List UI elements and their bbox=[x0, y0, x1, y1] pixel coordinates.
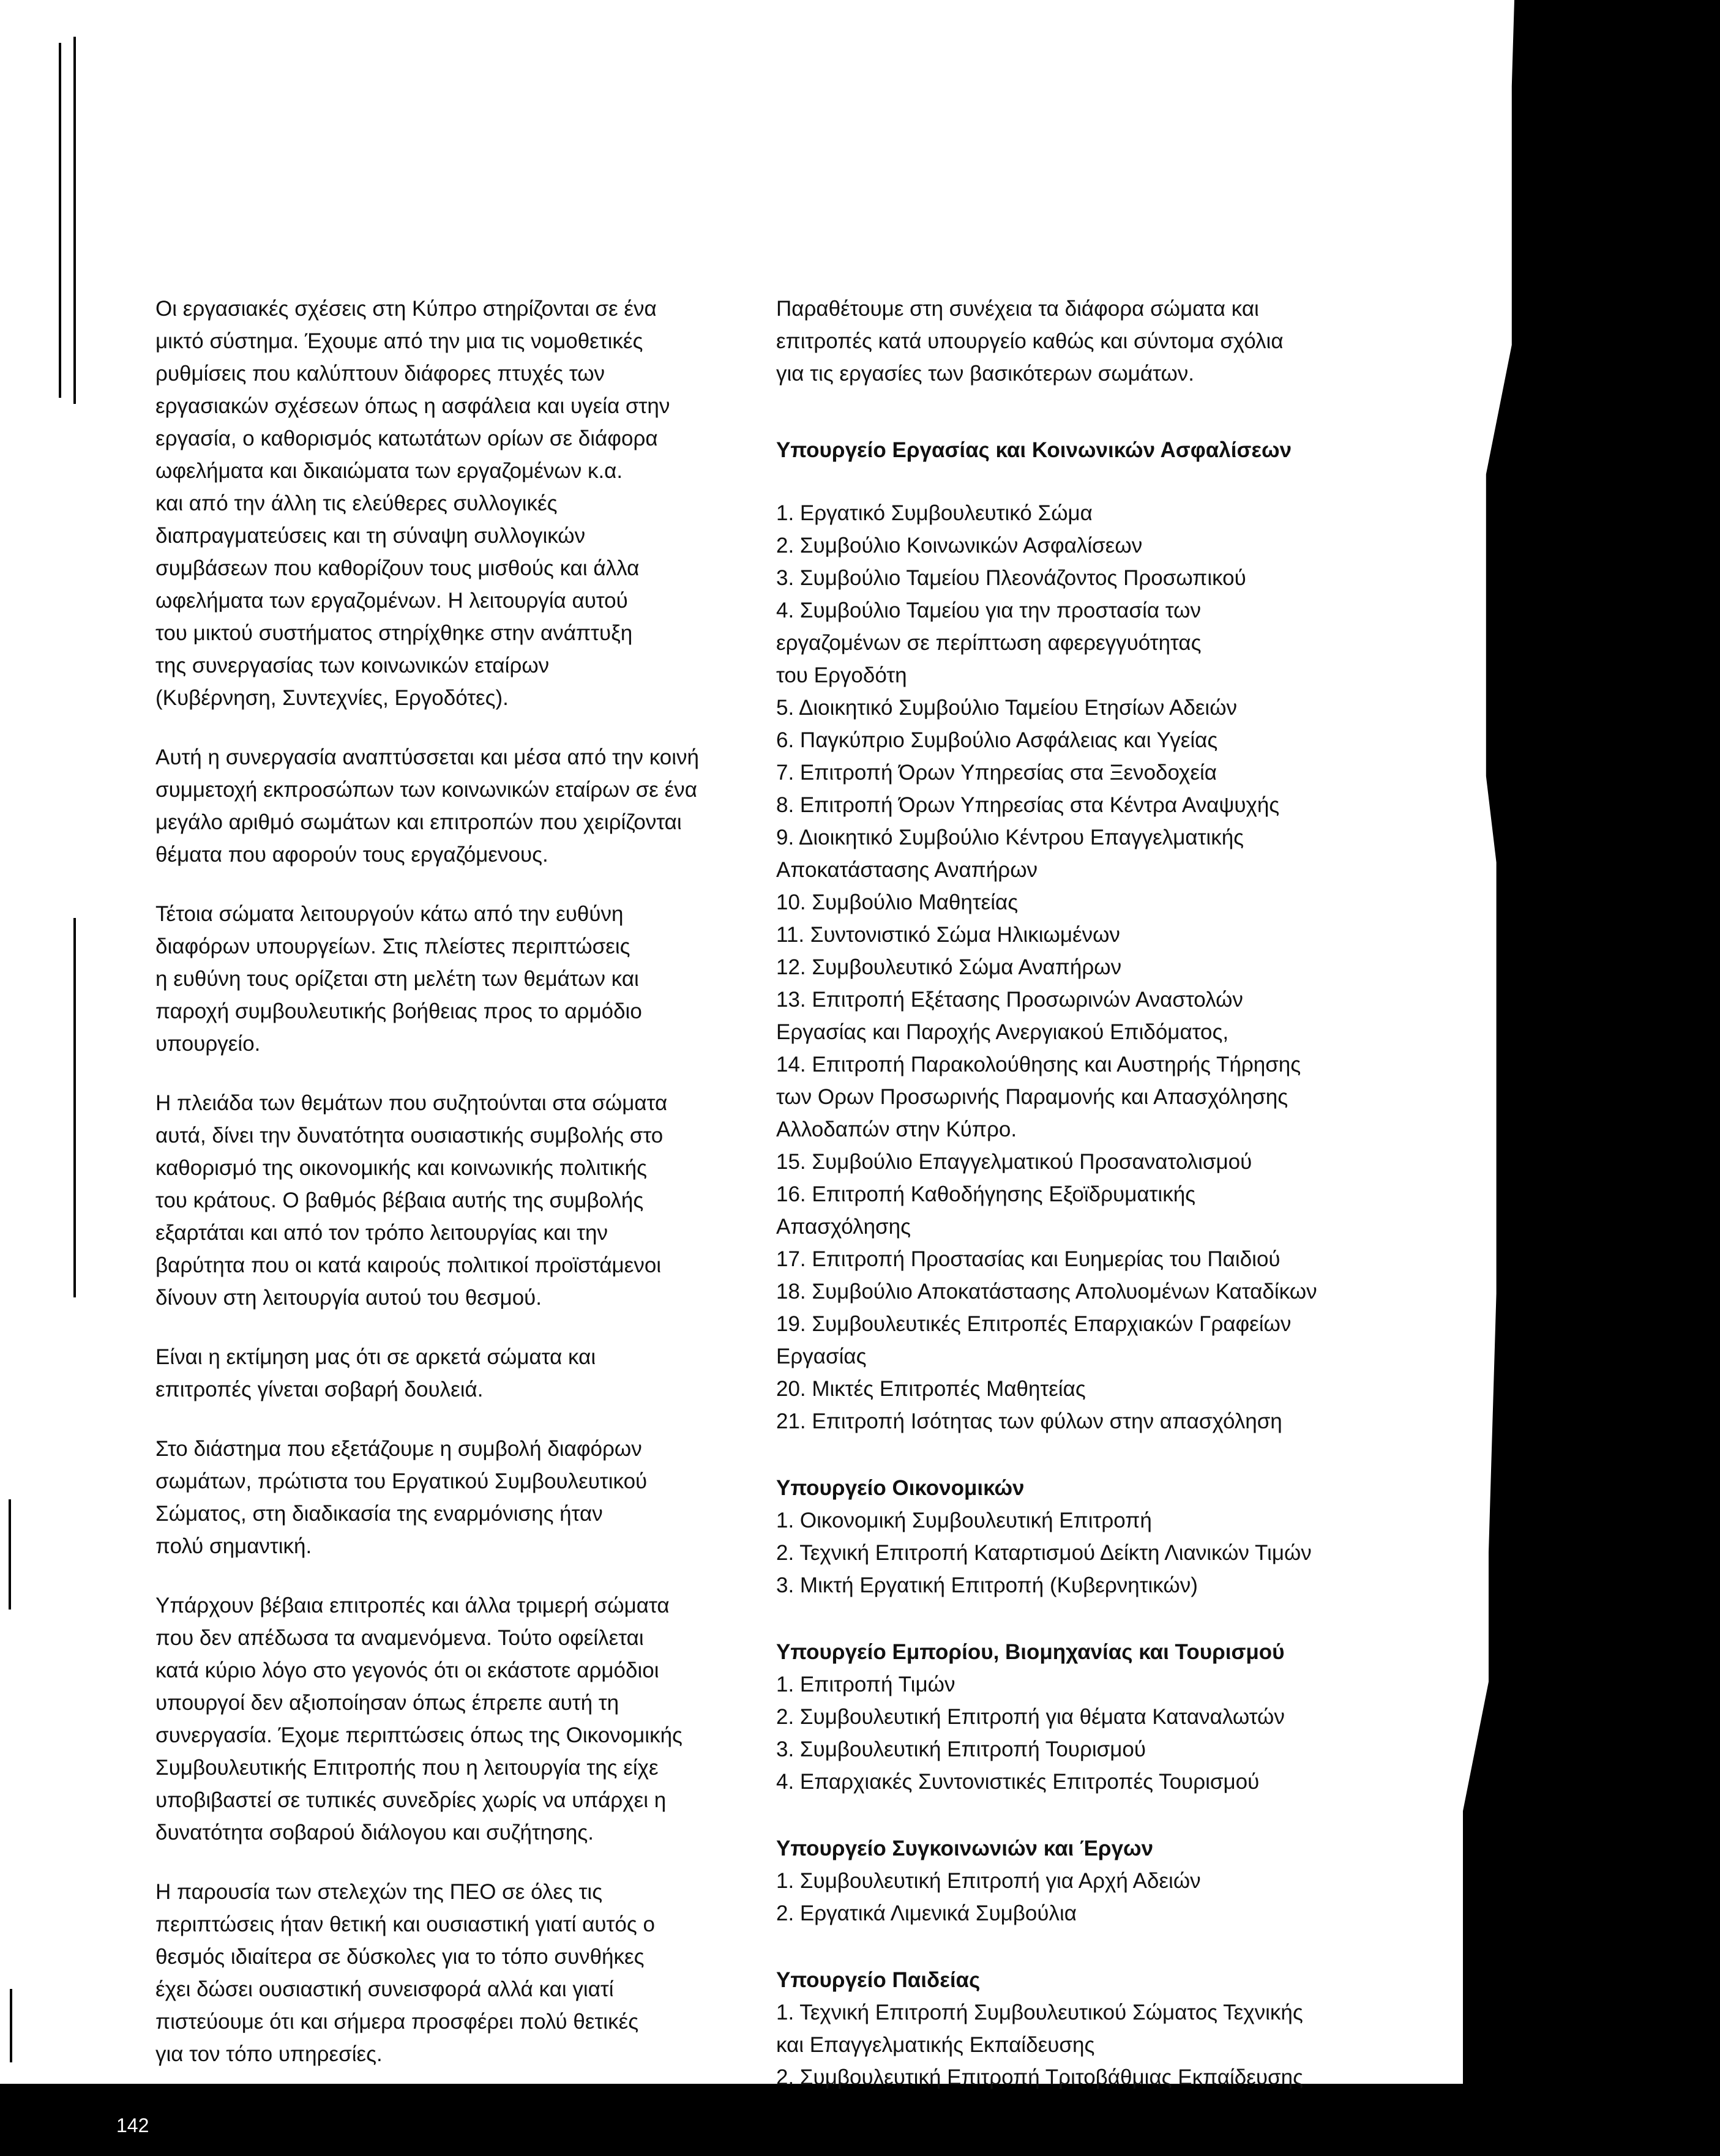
paragraph: Είναι η εκτίμηση μας ότι σε αρκετά σώματα και επιτροπές γίνεται σοβαρή δουλειά. bbox=[155, 1345, 596, 1401]
list-item: 1. Οικονομική Συμβουλευτική Επιτροπή bbox=[776, 1509, 1152, 1532]
list-item: 20. Μικτές Επιτροπές Μαθητείας bbox=[776, 1377, 1086, 1401]
intro-paragraph: Παραθέτουμε στη συνέχεια τα διάφορα σώματα και επιτροπές κατά υπουργείο καθώς και σύντομα σχόλια για τις εργασίες των βασικότερων σωμάτων. bbox=[776, 297, 1284, 386]
list-item: 8. Επιτροπή Όρων Υπηρεσίας στα Κέντρα Αναψυχής bbox=[776, 793, 1280, 817]
paragraph: Οι εργασιακές σχέσεις στη Κύπρο στηρίζονται σε ένα μικτό σύστημα. Έχουμε από την μια τις νομοθετικές ρυθμίσεις που καλύπτουν διάφορες πτυχές των εργασιακών σχέσεων όπως η ασφάλεια και υγεία στην εργασία, ο καθορισμός κατωτάτων ορίων σε διάφορα ωφελήματα και δικαιώματα των εργαζομένων κ.α. και από την άλλη τις ελεύθερες συλλογικές διαπραγματεύσεις και τη σύναψη συλλογικών συμβάσεων που καθορίζουν τους μισθούς και άλλα ωφελήματα των εργαζομένων. Η λειτουργία αυτού του μικτού συστήματος στηρίχθηκε στην ανάπτυξη της συνεργασίας των κοινωνικών εταίρων (Κυβέρνηση, Συντεχνίες, Εργοδότες). bbox=[155, 297, 670, 710]
paragraph: Στο διάστημα που εξετάζουμε η συμβολή διαφόρων σωμάτων, πρώτιστα του Εργατικού Συμβουλευτικού Σώματος, στη διαδικασία της εναρμόνισης ήταν πολύ σημαντική. bbox=[155, 1437, 648, 1558]
list-item: 4. Επαρχιακές Συντονιστικές Επιτροπές Τουρισμού bbox=[776, 1770, 1260, 1794]
paragraph: Τέτοια σώματα λειτουργούν κάτω από την ευθύνη διαφόρων υπουργείων. Στις πλείστες περιπτώσεις η ευθύνη τους ορίζεται στη μελέτη των θεμάτων και παροχή συμβουλευτικής βοήθειας προς το αρμόδιο υπουργείο. bbox=[155, 902, 642, 1056]
page-number: 142 bbox=[116, 2114, 149, 2136]
list-item: 12. Συμβουλευτικό Σώμα Αναπήρων bbox=[776, 955, 1122, 979]
list-item: 1. Επιτροπή Τιμών bbox=[776, 1673, 955, 1696]
list-item: 7. Επιτροπή Όρων Υπηρεσίας στα Ξενοδοχεία bbox=[776, 761, 1217, 785]
list-item: 1. Τεχνική Επιτροπή Συμβουλευτικού Σώματος Τεχνικής και Επαγγελματικής Εκπαίδευσης bbox=[776, 2001, 1303, 2057]
binding-line bbox=[73, 918, 76, 1297]
binding-line bbox=[10, 1989, 12, 2062]
ministry-finance-heading: Υπουργείο Οικονομικών bbox=[776, 1476, 1025, 1500]
list-item: 2. Συμβουλευτική Επιτροπή Τριτοβάθμιας Εκπαίδευσης bbox=[776, 2065, 1303, 2089]
list-item: 2. Εργατικά Λιμενικά Συμβούλια bbox=[776, 1901, 1077, 1925]
list-item: 10. Συμβούλιο Μαθητείας bbox=[776, 890, 1019, 914]
ministry-labour-heading: Υπουργείο Εργασίας και Κοινωνικών Ασφαλίσεων bbox=[776, 438, 1292, 462]
scan-black-edge bbox=[1463, 0, 1720, 2156]
ministry-transport-heading: Υπουργείο Συγκοινωνιών και Έργων bbox=[776, 1837, 1154, 1860]
left-column bbox=[155, 293, 706, 2097]
paragraph: Αυτή η συνεργασία αναπτύσσεται και μέσα από την κοινή συμμετοχή εκπροσώπων των κοινωνικών εταίρων σε ένα μεγάλο αριθμό σωμάτων και επιτροπών που χειρίζονται θέματα που αφορούν τους εργαζόμενους. bbox=[155, 745, 699, 867]
list-item: 2. Τεχνική Επιτροπή Καταρτισμού Δείκτη Λιανικών Τιμών bbox=[776, 1541, 1312, 1565]
list-item: 18. Συμβούλιο Αποκατάστασης Απολυομένων Καταδίκων bbox=[776, 1280, 1317, 1304]
paragraph: Η πλειάδα των θεμάτων που συζητούνται στα σώματα αυτά, δίνει την δυνατότητα ουσιαστικής συμβολής στο καθορισμό της οικονομικής και κοινωνικής πολιτικής του κράτους. Ο βαθμός βέβαια αυτής της συμβολής εξαρτάται και από τον τρόπο λειτουργίας και την βαρύτητα που οι κατά καιρούς πολιτικοί προϊστάμενοι δίνουν στη λειτουργία αυτού του θεσμού. bbox=[155, 1091, 668, 1310]
list-item: 19. Συμβουλευτικές Επιτροπές Επαρχιακών Γραφείων Εργασίας bbox=[776, 1312, 1292, 1368]
list-item: 21. Επιτροπή Ισότητας των φύλων στην απασχόληση bbox=[776, 1409, 1282, 1433]
paragraph: Η παρουσία των στελεχών της ΠΕΟ σε όλες τις περιπτώσεις ήταν θετική και ουσιαστική γιατί αυτός ο θεσμός ιδιαίτερα σε δύσκολες για το τόπο συνθήκες έχει δώσει ουσιαστική συνεισφορά αλλά και γιατί πιστεύουμε ότι και σήμερα προσφέρει πολύ θετικές για τον τόπο υπηρεσίες. bbox=[155, 1880, 655, 2066]
ministry-education-heading: Υπουργείο Παιδείας bbox=[776, 1968, 981, 1992]
list-item: 5. Διοικητικό Συμβούλιο Ταμείου Ετησίων Αδειών bbox=[776, 696, 1238, 720]
list-item: 11. Συντονιστικό Σώμα Ηλικιωμένων bbox=[776, 923, 1120, 947]
list-item: 13. Επιτροπή Εξέτασης Προσωρινών Αναστολών Εργασίας και Παροχής Ανεργιακού Επιδόματος, bbox=[776, 988, 1243, 1044]
list-item: 3. Συμβουλευτική Επιτροπή Τουρισμού bbox=[776, 1737, 1146, 1761]
ministry-commerce-list bbox=[776, 1668, 1391, 1798]
list-item: 6. Παγκύπριο Συμβούλιο Ασφάλειας και Υγείας bbox=[776, 728, 1218, 752]
paragraph: Υπάρχουν βέβαια επιτροπές και άλλα τριμερή σώματα που δεν απέδωσα τα αναμενόμενα. Τούτο οφείλεται κατά κύριο λόγο στο γεγονός ότι οι εκάστοτε αρμόδιοι υπουργοί δεν αξιοποίησαν όπως έπρεπε αυτή τη συνεργασία. Έχομε περιπτώσεις όπως της Οικονομικής Συμβουλευτικής Επιτροπής που η λειτουργία της είχε υποβιβαστεί σε τυπικές συνεδρίες χωρίς να υπάρχει η δυνατότητα σοβαρού διάλογου και συζήτησης. bbox=[155, 1594, 682, 1845]
binding-line bbox=[73, 37, 76, 404]
binding-line bbox=[9, 1499, 11, 1610]
list-item: 1. Συμβουλευτική Επιτροπή για Αρχή Αδειών bbox=[776, 1869, 1201, 1893]
list-item: 2. Συμβουλευτική Επιτροπή για θέματα Καταναλωτών bbox=[776, 1705, 1285, 1729]
right-column bbox=[776, 293, 1391, 2094]
list-item: 16. Επιτροπή Καθοδήγησης Εξοϊδρυματικής Απασχόλησης bbox=[776, 1182, 1196, 1239]
list-item: 2. Συμβούλιο Κοινωνικών Ασφαλίσεων bbox=[776, 534, 1143, 558]
list-item: 17. Επιτροπή Προστασίας και Ευημερίας του Παιδιού bbox=[776, 1247, 1281, 1271]
list-item: 1. Εργατικό Συμβουλευτικό Σώμα bbox=[776, 501, 1093, 525]
list-item: 3. Συμβούλιο Ταμείου Πλεονάζοντος Προσωπικού bbox=[776, 566, 1246, 590]
ministry-education-list bbox=[776, 1996, 1391, 2094]
list-item: 9. Διοικητικό Συμβούλιο Κέντρου Επαγγελματικής Αποκατάστασης Αναπήρων bbox=[776, 826, 1244, 882]
ministry-transport-list bbox=[776, 1865, 1391, 1930]
binding-line bbox=[59, 43, 61, 398]
list-item: 15. Συμβούλιο Επαγγελματικού Προσανατολισμού bbox=[776, 1150, 1252, 1174]
list-item: 14. Επιτροπή Παρακολούθησης και Αυστηρής Τήρησης των Ορων Προσωρινής Παραμονής και Απασχόλησης Αλλοδαπών στην Κύπρο. bbox=[776, 1053, 1301, 1141]
ministry-finance-list bbox=[776, 1504, 1391, 1602]
list-item: 4. Συμβούλιο Ταμείου για την προστασία των εργαζομένων σε περίπτωση αφερεγγυότητας του Εργοδότη bbox=[776, 599, 1202, 687]
ministry-commerce-heading: Υπουργείο Εμπορίου, Βιομηχανίας και Τουρισμού bbox=[776, 1640, 1285, 1664]
ministry-labour-list bbox=[776, 497, 1391, 1438]
list-item: 3. Μικτή Εργατική Επιτροπή (Κυβερνητικών) bbox=[776, 1573, 1198, 1597]
